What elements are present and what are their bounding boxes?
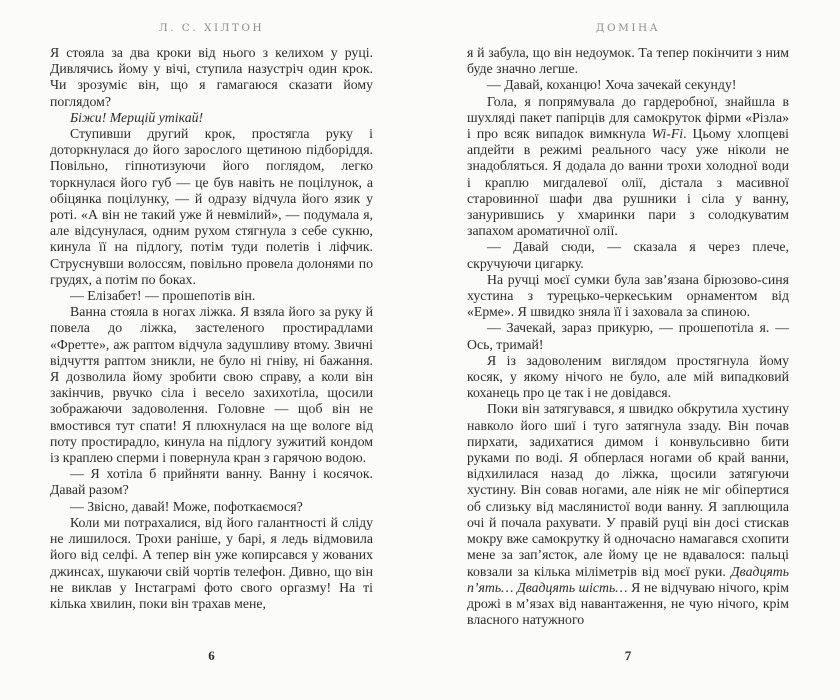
paragraph — [467, 401, 789, 628]
italic-text-run: Біжи! Мерщій утікай! — [70, 109, 204, 125]
page-left-inner — [50, 0, 373, 700]
paragraph — [467, 45, 789, 77]
paragraph — [467, 320, 789, 352]
page-right-inner — [467, 0, 789, 700]
paragraph — [50, 126, 373, 288]
text-run: — Елізабет! — прошепотів він. — [70, 288, 256, 304]
text-run: Я із задоволеним виглядом простягнула йому косяк, у якому нічого не було, але мій випадковий коханець про це так і не довідався. — [467, 352, 789, 401]
paragraph — [467, 353, 789, 402]
italic-text-run: Wi-Fi — [651, 126, 684, 142]
page-left-body — [50, 45, 373, 612]
paragraph — [50, 304, 373, 466]
page-right-body — [467, 45, 789, 628]
paragraph — [50, 288, 373, 304]
text-run: — Звісно, давай! Може, пофоткаємося? — [70, 498, 303, 514]
paragraph — [467, 272, 789, 321]
page-right — [420, 0, 840, 700]
paragraph — [50, 45, 373, 110]
running-header-title: ДОМІНА — [595, 22, 661, 34]
text-run: — Зачекай, зараз прикурю, — прошепотіла я. — Ось, тримай! — [467, 320, 789, 352]
text-run: Я стояла за два кроки від нього з келихом у руці. Дивлячись йому у вічі, ступила назустріч один крок. Чи зрозуміє він, що я гамагаюся сказати йому поглядом? — [50, 45, 373, 109]
text-run: . Цьому хлопцеві апдейти в режимі реального часу уже ніколи не знадобляться. Я додала до ванни трохи холодної води і краплю мигдалевої олії, дістала з масивної старовинної шафи два рушники і сіла у ванну, занурившись у хмаринки пари з солодкуватим запахом ароматичної олії. — [467, 126, 789, 239]
text-run: На ручці моєї сумки була зав’язана бірюзово-синя хустина з турецько-черкеським орнаментом від «Ерме». Я швидко зняла її і заховала за спиною. — [467, 271, 789, 320]
paragraph — [467, 77, 789, 93]
text-run: Поки він затягувався, я швидко обкрутила хустину навколо його шиї і туго затягнула ззаду. Він почав пирхати, задихатися димом і конвульсивно бити руками по воді. Я обперлася ногами об край ванни, відхилилася назад до ліжка, щосили затягуючи хустину. Він совав ногами, але ніяк не міг обіпертися об слизьку від маслянистої води ванну. Я заплющила очі й почала рахувати. У правій руці він досі стискав мокру вже самокрутку й одночасно намагався схопити мене за зап’ясток, але йому це не вдавалося: пальці ковзали за кілька міліметрів від моєї руки. — [467, 401, 789, 579]
text-run: Ступивши другий крок, простягла руку і доторкнулася до його зарослого щетиною підборіддя. Повільно, гіпнотизуючи його поглядом, легко торкнулася його губ — це був навіть не поцілунок, а обіцянка поцілунку, — й одразу відчула його язик у роті. «А він не такий уже й невмілий», — подумала я, але відсунулася, одним рухом стягнула з себе сукню, кинула її на підлогу, потім туди полетів і ліфчик. Струснувши волоссям, повільно провела долонями по грудях, а потім по боках. — [50, 126, 373, 287]
paragraph — [467, 239, 789, 271]
text-run: Ванна стояла в ногах ліжка. Я взяла його за руку й повела до ліжка, застеленого простирадлами «Фретте», аж раптом відчула задушливу втому. Звичні відчуття раптом зникли, не було ні гніву, ні бажання. Я дозволила йому зробити свою справу, а коли він закінчив, рвучко сіла і весело захихотіла, щосили зображаючи задоволення. Головне — щоб він не вмостився тут спати! Я плюхнулася на ще вологе від поту простирадло, кинула на підлогу зужитий кондом із краплею сперми і повернула кран з гарячою водою. — [50, 304, 373, 466]
paragraph — [467, 94, 789, 240]
italic-text-run: Двадцять п’ять… Двадцять шість… — [467, 563, 789, 595]
paragraph — [50, 499, 373, 515]
text-run: — Давай сюди, — сказала я через плече, скручуючи цигарку. — [467, 239, 789, 271]
paragraph — [50, 515, 373, 612]
page-number-right: 7 — [624, 648, 632, 663]
paragraph — [50, 110, 373, 126]
text-run: Коли ми потрахалися, від його галантності й сліду не лишилося. Трохи раніше, у барі, я ледь відмовила його від селфі. А тепер він уже копирсався у жованих джинсах, шукаючи свій чортів телефон. Дивно, що він не виклав у Інстаграмі фото свого оргазму! На ті кілька хвилин, поки він трахав мене, — [50, 514, 373, 611]
paragraph — [50, 466, 373, 498]
text-run: Я не відчуваю нічого, крім дрожі в м’язах від навантаження, не чую нічого, крім власного натужного — [467, 579, 789, 628]
page-number-left: 6 — [208, 648, 215, 663]
text-run: я й забула, що він недоумок. Та тепер покінчити з ним буде значно легше. — [467, 45, 789, 77]
text-run: — Давай, коханцю! Хоча зачекай секунду! — [487, 77, 737, 93]
text-run: — Я хотіла б прийняти ванну. Ванну і косячок. Давай разом? — [50, 466, 373, 498]
text-run: Гола, я попрямувала до гардеробної, знайшла в шухляді пакет папірців для самокруток фірми «Різла» і про всяк випадок вимкнула — [467, 93, 789, 142]
running-header-author: Л. С. ХІЛТОН — [158, 22, 265, 34]
